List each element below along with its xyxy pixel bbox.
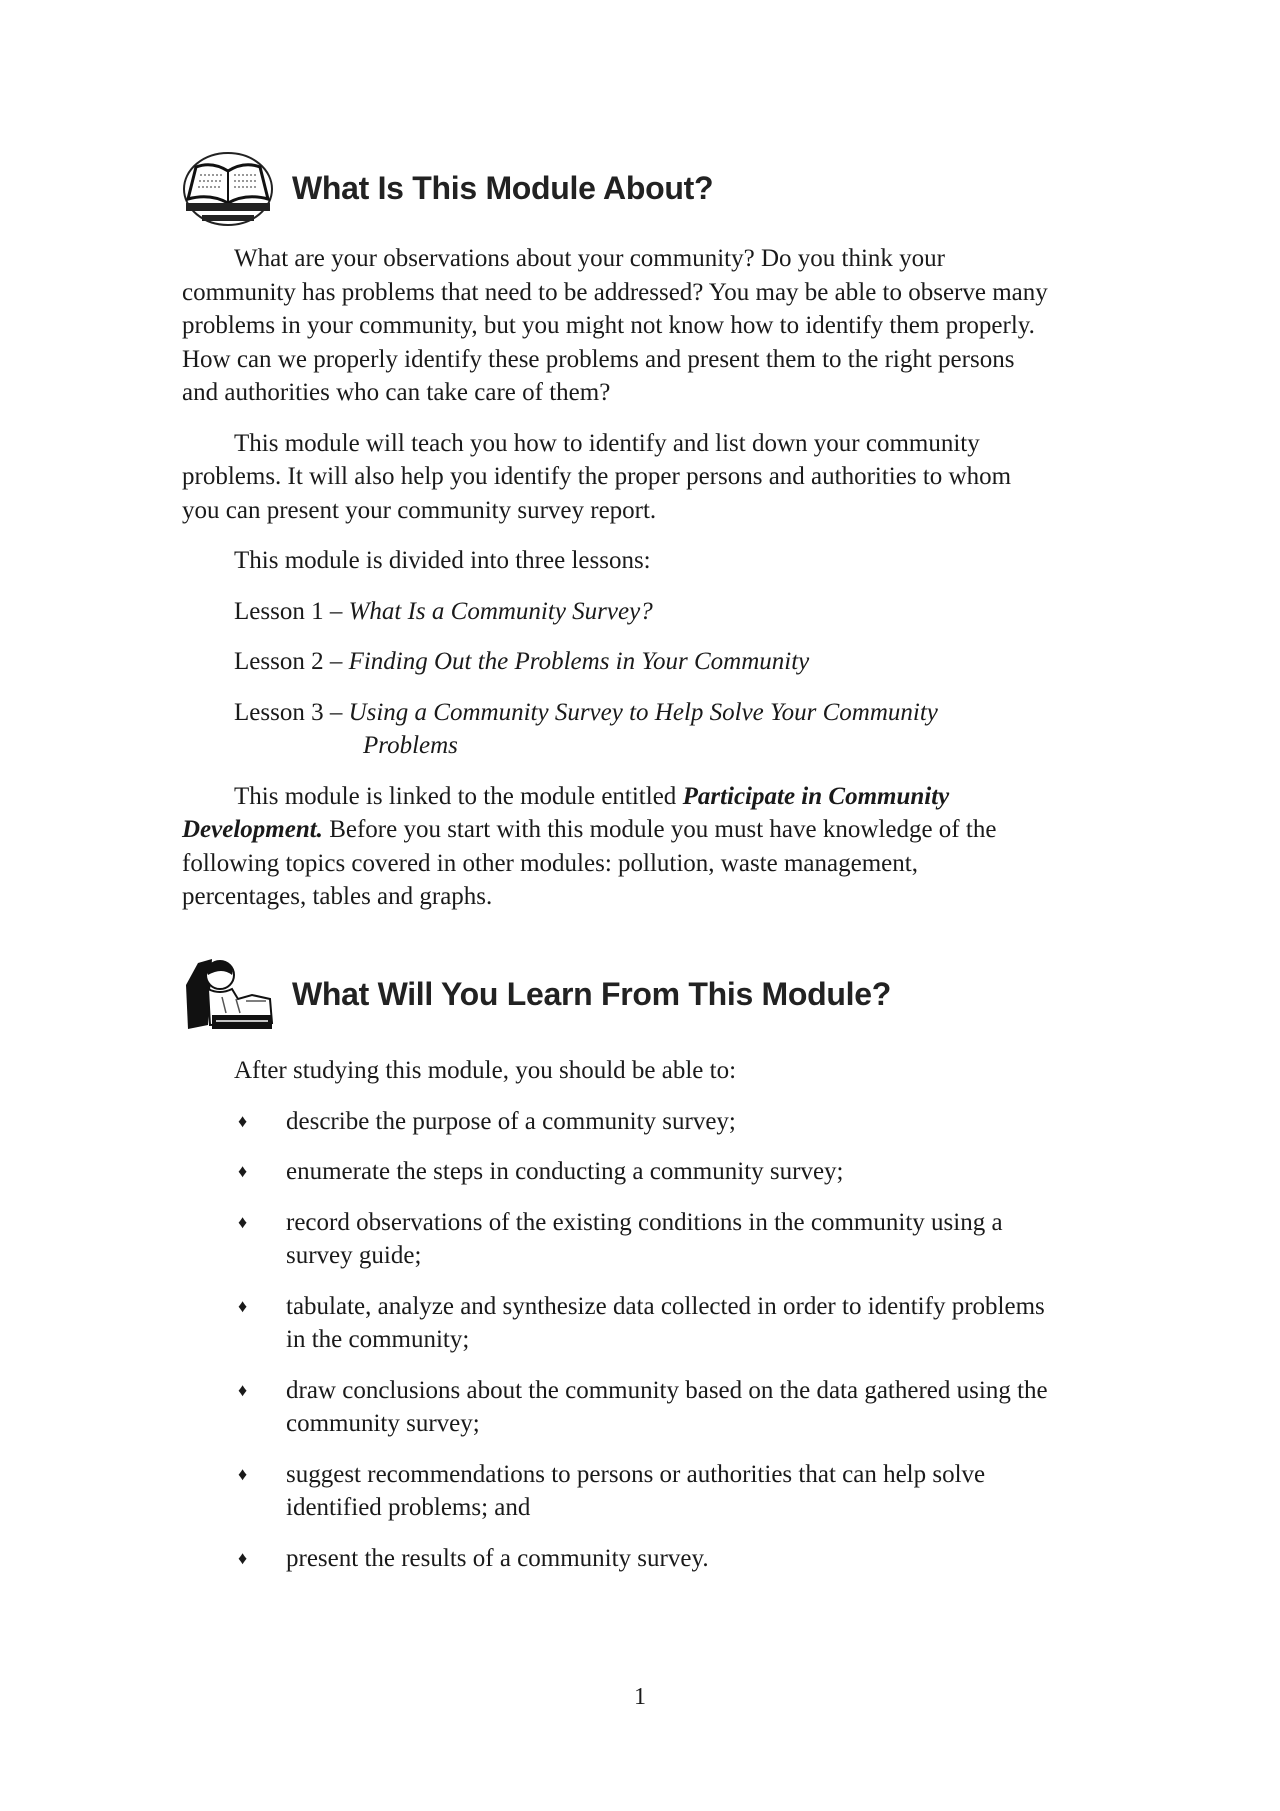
lesson-item	[182, 595, 1142, 629]
text-line: community survey;	[286, 1410, 480, 1437]
diamond-bullet-icon: ♦	[238, 1547, 248, 1568]
text-line: draw conclusions about the community based on the data gathered using the	[286, 1376, 1048, 1404]
text-line: This module is divided into three lessons:	[234, 547, 651, 574]
objective-item	[182, 1105, 1142, 1139]
paragraph	[182, 242, 1142, 410]
open-book-icon	[182, 149, 274, 227]
text-line: suggest recommendations to persons or authorities that can help solve	[286, 1460, 986, 1488]
diamond-bullet-icon: ♦	[238, 1211, 248, 1232]
objective-item	[182, 1542, 1142, 1576]
text-line: How can we properly identify these problems and present them to the right persons	[182, 345, 1015, 373]
student-reading-icon	[182, 955, 274, 1033]
lesson-title: What Is a Community Survey?	[348, 597, 653, 625]
text-line: record observations of the existing conditions in the community using a	[286, 1208, 1003, 1236]
text-line: identified problems; and	[286, 1494, 531, 1521]
about-body	[182, 242, 1142, 931]
text-line: tabulate, analyze and synthesize data collected in order to identify problems	[286, 1292, 1045, 1320]
lesson-label: Lesson 3 –	[234, 698, 349, 726]
section-title: What Is This Module About?	[292, 169, 714, 206]
lesson-title: Problems	[363, 732, 458, 759]
diamond-bullet-icon: ♦	[238, 1110, 248, 1131]
text-line: percentages, tables and graphs.	[182, 883, 493, 910]
text-line: you can present your community survey report.	[182, 496, 657, 524]
text-line: problems in your community, but you might not know how to identify them properly.	[182, 312, 1035, 339]
diamond-bullet-icon: ♦	[238, 1463, 248, 1484]
objective-item	[182, 1458, 1142, 1525]
text-line: After studying this module, you should be able to:	[234, 1057, 737, 1084]
text-run: Before you start with this module you must have knowledge of the	[322, 816, 997, 843]
section-heading-about	[182, 149, 713, 227]
objective-item	[182, 1206, 1142, 1273]
lesson-title: Using a Community Survey to Help Solve Your Community	[348, 698, 938, 726]
text-line: What are your observations about your community? Do you think your	[234, 245, 945, 272]
text-line: present the results of a community survey.	[286, 1544, 709, 1572]
objectives-list	[182, 1105, 1142, 1576]
page-number: 1	[634, 1684, 646, 1710]
diamond-bullet-icon: ♦	[238, 1161, 248, 1181]
paragraph	[182, 544, 1142, 578]
text-line: problems. It will also help you identify the proper persons and authorities to whom	[182, 463, 1012, 490]
section-title: What Will You Learn From This Module?	[292, 975, 891, 1012]
diamond-bullet-icon: ♦	[238, 1295, 248, 1316]
text-line: describe the purpose of a community survey;	[286, 1107, 736, 1135]
objective-item	[182, 1290, 1142, 1357]
text-line: enumerate the steps in conducting a community survey;	[286, 1158, 844, 1185]
learn-body	[182, 1054, 1142, 1592]
objective-item	[182, 1374, 1142, 1441]
text-line: This module will teach you how to identify and list down your community	[234, 429, 980, 457]
lesson-item	[182, 645, 1142, 679]
paragraph	[182, 427, 1142, 528]
paragraph	[182, 780, 1142, 914]
text-run: This module is linked to the module entitled	[234, 782, 683, 810]
objective-item	[182, 1155, 1142, 1189]
lesson-label: Lesson 2 –	[234, 648, 349, 675]
text-line: in the community;	[286, 1326, 470, 1353]
text-line: and authorities who can take care of them?	[182, 379, 611, 406]
lesson-item	[182, 696, 1142, 763]
section-heading-learn	[182, 955, 891, 1033]
lesson-label: Lesson 1 –	[234, 597, 349, 625]
linked-module-title: Development.	[182, 816, 323, 843]
diamond-bullet-icon: ♦	[238, 1379, 248, 1400]
text-line: following topics covered in other modules: pollution, waste management,	[182, 849, 918, 877]
linked-module-title: Participate in Community	[682, 782, 950, 810]
text-line: survey guide;	[286, 1242, 422, 1269]
lesson-title: Finding Out the Problems in Your Community	[348, 648, 810, 675]
paragraph	[182, 1054, 1142, 1088]
text-line: community has problems that need to be addressed? You may be able to observe many	[182, 278, 1048, 306]
